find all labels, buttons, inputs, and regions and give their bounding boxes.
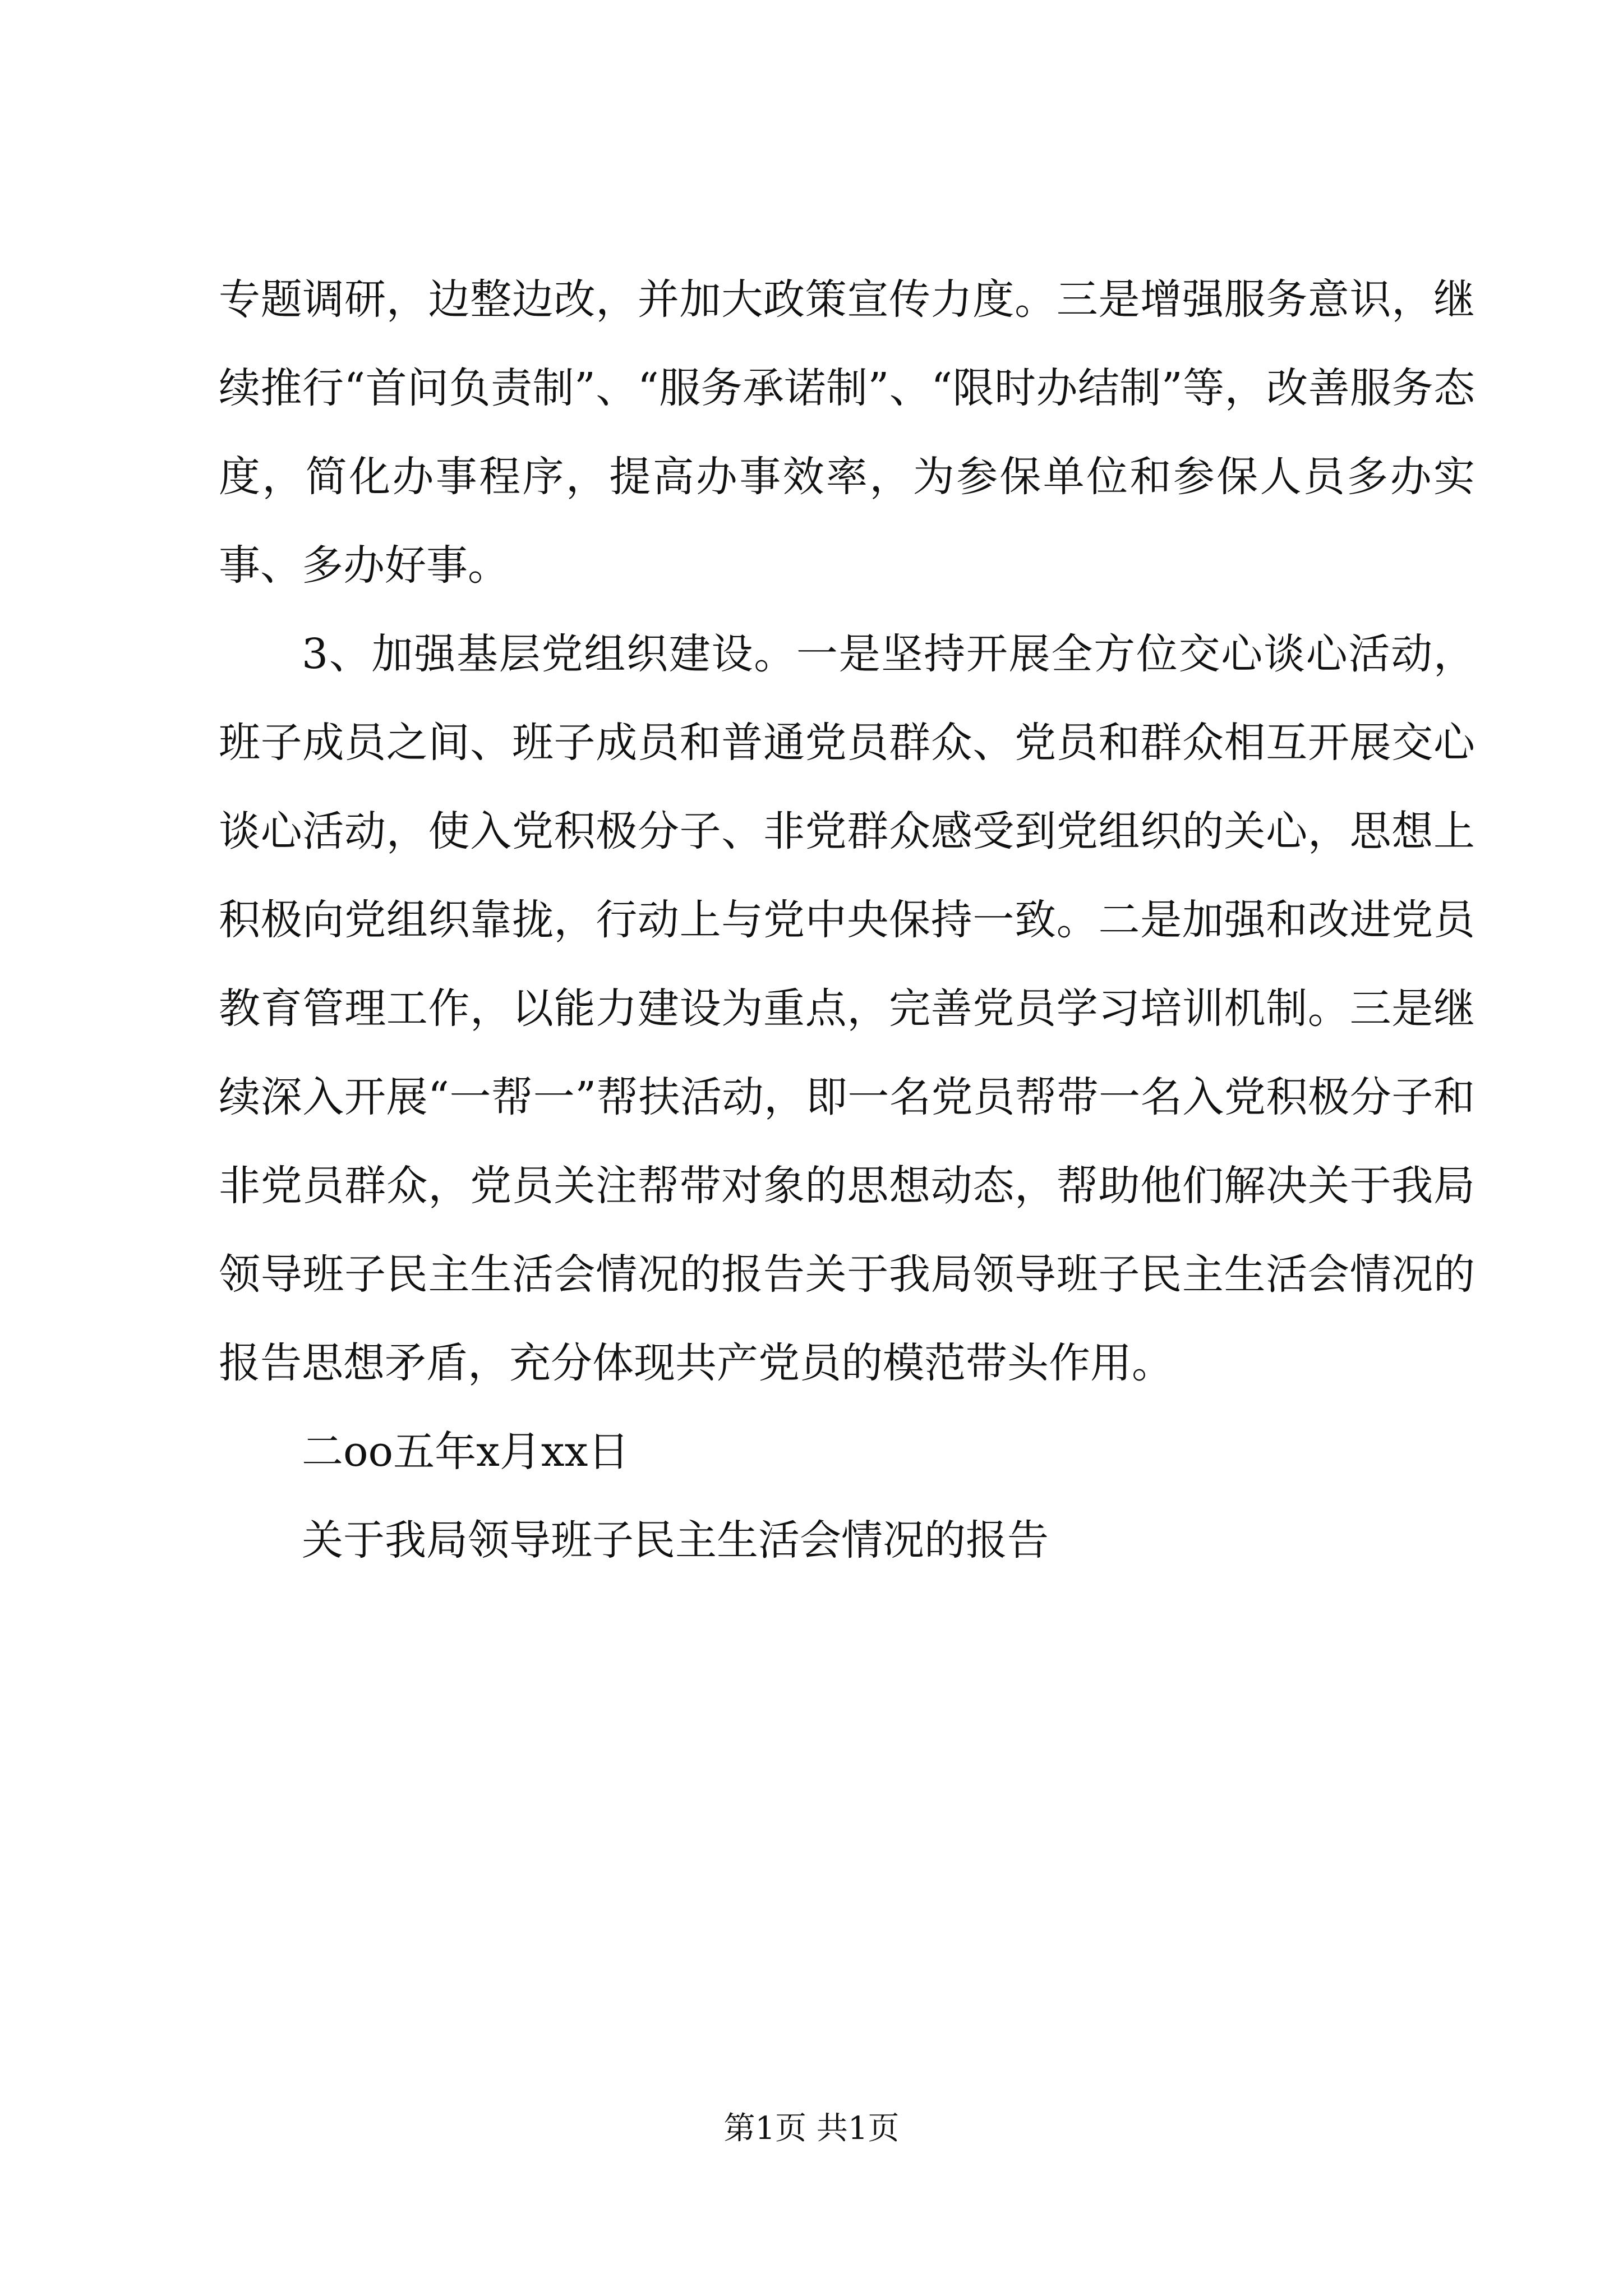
page-footer: 第1页 共1页	[723, 2110, 900, 2147]
document-body	[219, 255, 1475, 1585]
report-title-line: 关于我局领导班子民主生活会情况的报告	[302, 1516, 1049, 1565]
date-line: 二oo五年x月xx日	[302, 1428, 630, 1476]
paragraph-party-building: 3、加强基层党组织建设。一是坚持开展全方位交心谈心活动，班子成员之间、班子成员和普通党员群众、党员和群众相互开展交心谈心活动，使入党积极分子、非党群众感受到党组织的关心，思想上积极向党组织靠拢，行动上与党中央保持一致。二是加强和改进党员教育管理工作，以能力建设为重点，完善党员学习培训机制。三是继续深入开展“一帮一”帮扶活动，即一名党员帮带一名入党积极分子和非党员群众，党员关注帮带对象的思想动态，帮助他们解决关于我局领导班子民主生活会情况的报告关于我局领导班子民主生活会情况的报告思想矛盾，充分体现共产党员的模范带头作用。	[219, 630, 1475, 1387]
paragraph-continuation: 专题调研，边整边改，并加大政策宣传力度。三是增强服务意识，继续推行“首问负责制”、“服务承诺制”、“限时办结制”等，改善服务态度，简化办事程序，提高办事效率，为参保单位和参保人员多办实事、多办好事。	[219, 275, 1475, 590]
